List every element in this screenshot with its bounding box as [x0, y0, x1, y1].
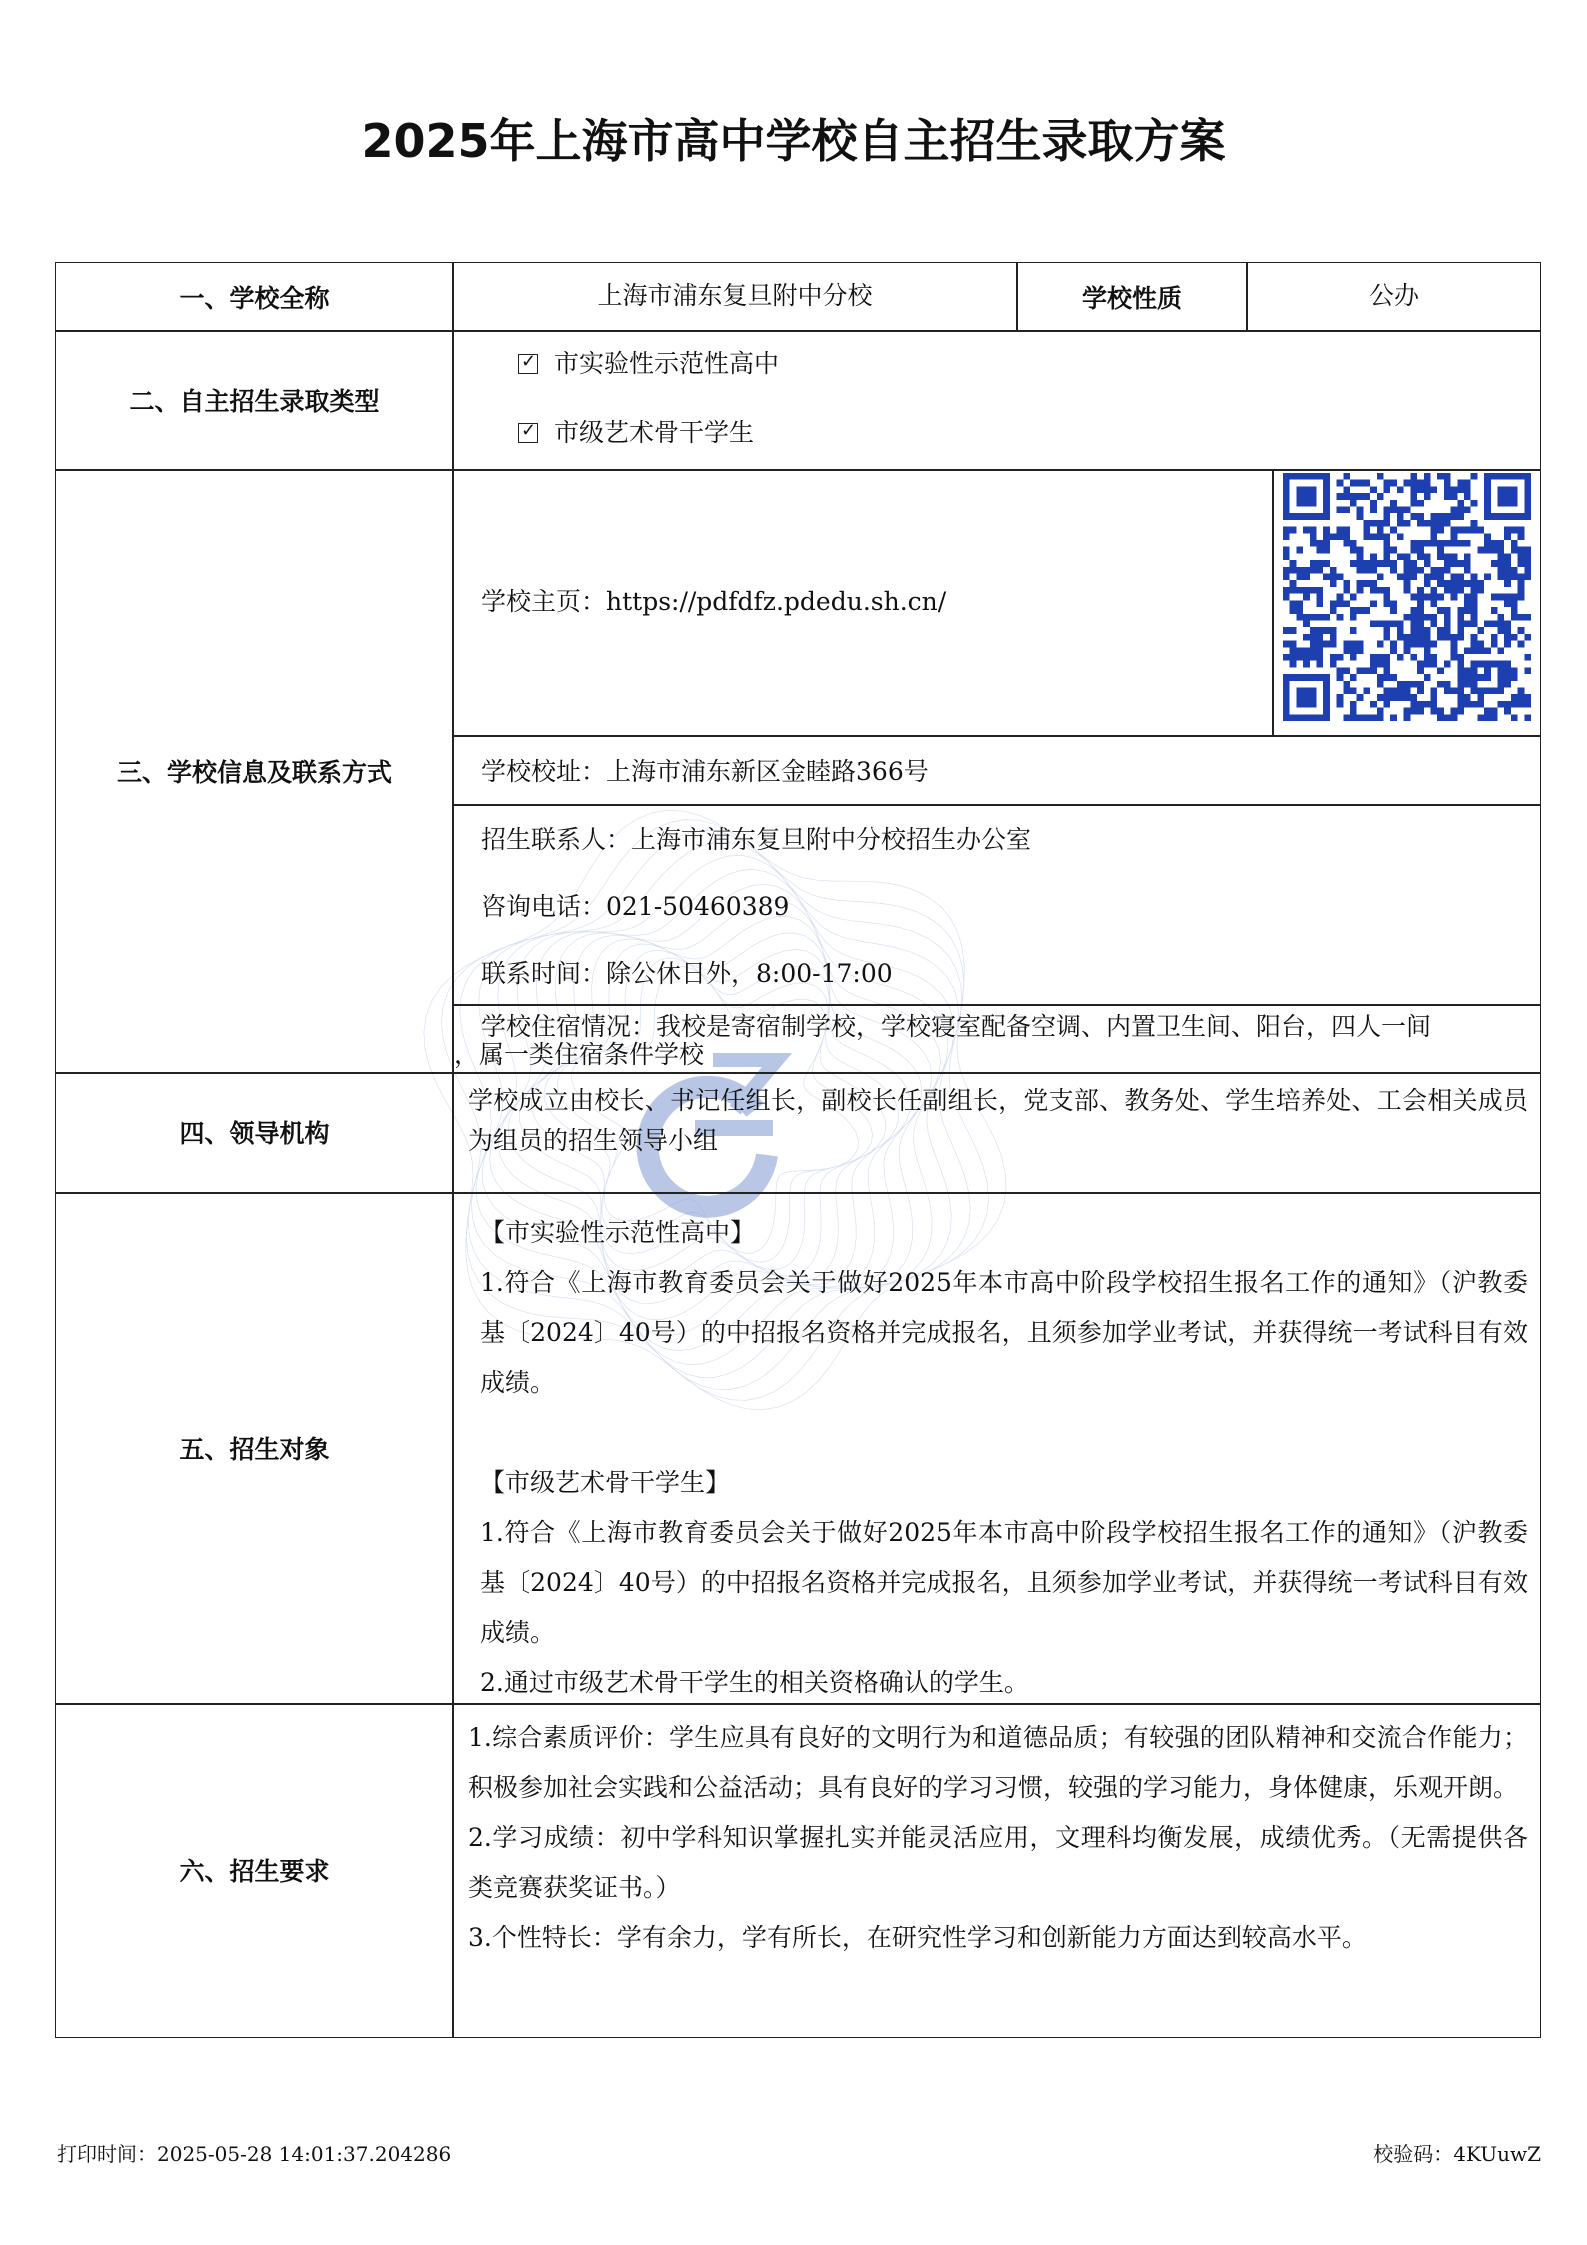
targets-section2-title: 【市级艺术骨干学生】 [480, 1468, 731, 1497]
phone-text: 咨询电话：021-50460389 [481, 892, 790, 921]
label-admission-type: 二、自主招生录取类型 [129, 386, 380, 416]
admission-option-2: ✓市级艺术骨干学生 [518, 418, 754, 448]
hours-text: 联系时间：除公休日外，8:00-17:00 [481, 959, 893, 988]
verify-code: 校验码：4KUuwZ [1373, 2142, 1541, 2166]
label-targets: 五、招生对象 [179, 1434, 330, 1464]
targets-section2-item1: 1.符合《上海市教育委员会关于做好2025年本市高中阶段学校招生报名工作的通知》（沪教委基〔2024〕40号）的中招报名资格并完成报名，且须参加学业考试，并获得统一考试科目有效成绩。 [480, 1518, 1528, 1647]
label-contact: 三、学校信息及联系方式 [116, 757, 392, 787]
qr-code [1283, 473, 1531, 721]
leadership-text: 学校成立由校长、书记任组长，副校长任副组长，党支部、教务处、学生培养处、工会相关成员为组员的招生领导小组 [468, 1086, 1528, 1155]
requirements-item1: 1.综合素质评价：学生应具有良好的文明行为和道德品质；有较强的团队精神和交流合作能力；积极参加社会实践和公益活动；具有良好的学习习惯，较强的学习能力，身体健康，乐观开朗。 [468, 1723, 1528, 1802]
dorm-text-line2: ，属一类住宿条件学校 [454, 1040, 705, 1069]
print-time: 打印时间：2025-05-28 14:01:37.204286 [57, 2142, 452, 2166]
checkbox-checked-icon [518, 354, 538, 374]
page-title: 2025年上海市高中学校自主招生录取方案 [361, 114, 1226, 168]
dorm-text-line1: 学校住宿情况：我校是寄宿制学校，学校寝室配备空调、内置卫生间、阳台，四人一间 [481, 1012, 1432, 1041]
requirements-item2: 2.学习成绩：初中学科知识掌握扎实并能灵活应用，文理科均衡发展，成绩优秀。（无需提供各类竞赛获奖证书。） [468, 1823, 1528, 1902]
school-nature-value: 公办 [1368, 281, 1419, 310]
label-school-name: 一、学校全称 [179, 283, 330, 313]
requirements-content [468, 1713, 1528, 1963]
label-leadership: 四、领导机构 [179, 1119, 330, 1148]
school-name-value: 上海市浦东复旦附中分校 [597, 281, 873, 310]
targets-section2-item2: 2.通过市级艺术骨干学生的相关资格确认的学生。 [480, 1668, 1029, 1697]
admission-option-1: ✓市实验性示范性高中 [518, 349, 779, 379]
checkbox-checked-icon [518, 423, 538, 443]
contact-person-text: 招生联系人：上海市浦东复旦附中分校招生办公室 [481, 825, 1032, 854]
label-school-nature: 学校性质 [1081, 283, 1182, 313]
label-requirements: 六、招生要求 [179, 1857, 330, 1886]
address-text: 学校校址：上海市浦东新区金睦路366号 [481, 757, 929, 786]
targets-section1-title: 【市实验性示范性高中】 [480, 1218, 756, 1247]
homepage-text: 学校主页：https://pdfdfz.pdedu.sh.cn/ [481, 587, 947, 616]
targets-content [480, 1208, 1528, 1708]
targets-section1-item1: 1.符合《上海市教育委员会关于做好2025年本市高中阶段学校招生报名工作的通知》（沪教委基〔2024〕40号）的中招报名资格并完成报名，且须参加学业考试，并获得统一考试科目有效成绩。 [480, 1268, 1528, 1397]
requirements-item3: 3.个性特长：学有余力，学有所长，在研究性学习和创新能力方面达到较高水平。 [468, 1923, 1367, 1952]
